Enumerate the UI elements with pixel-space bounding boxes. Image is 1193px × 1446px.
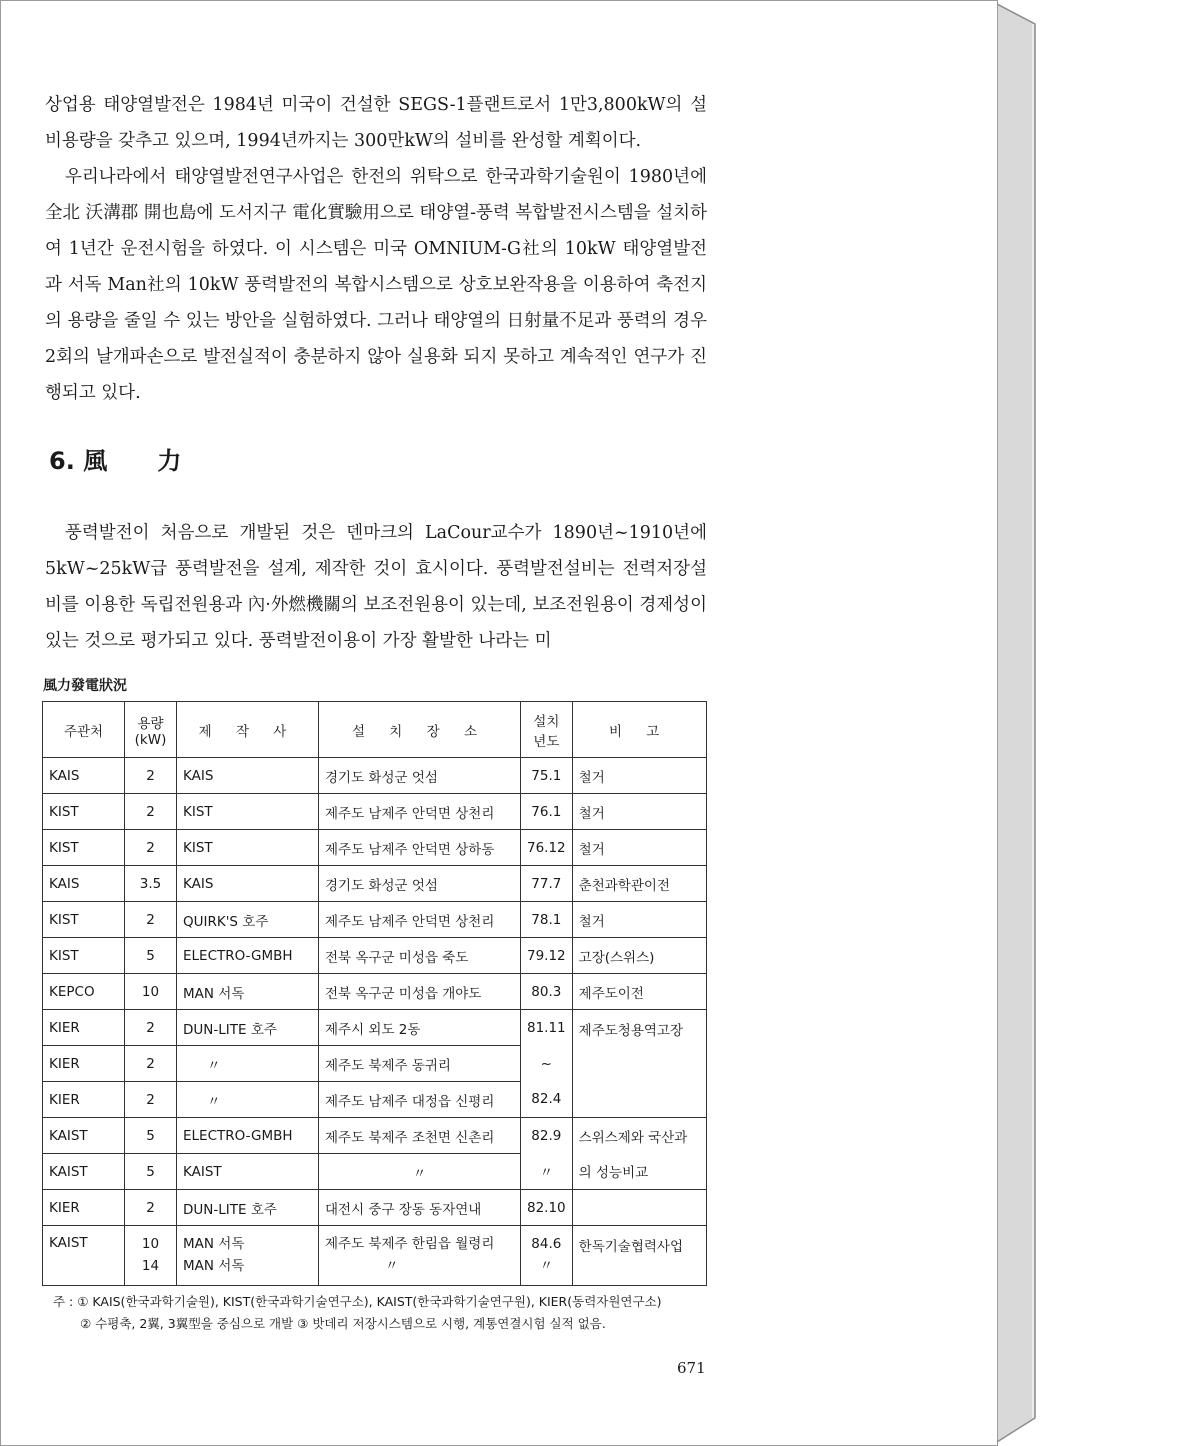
- cell-capacity: 2: [125, 1010, 177, 1046]
- cell-maker: KIST: [177, 794, 319, 830]
- cell-capacity: 3.5: [125, 866, 177, 902]
- cell-maker: MAN 서독: [177, 974, 319, 1010]
- cell-capacity: 2: [125, 830, 177, 866]
- cell-capacity: 2: [125, 902, 177, 938]
- header-install-year: 설치 년도: [521, 702, 573, 758]
- cell-maker: KAIS: [177, 758, 319, 794]
- page-number: 671: [677, 1359, 706, 1377]
- cell-capacity: 2: [125, 758, 177, 794]
- cell-year: 82.10: [521, 1190, 573, 1226]
- cell-maker: KIST: [177, 830, 319, 866]
- table-row: [43, 1154, 707, 1190]
- cell-maker: ELECTRO-GMBH: [177, 1118, 319, 1154]
- table-row: [43, 1190, 707, 1226]
- cell-note: [572, 1190, 706, 1226]
- cell-org: KIST: [43, 938, 125, 974]
- paragraph-korea-research: 우리나라에서 태양열발전연구사업은 한전의 위탁으로 한국과학기술원이 1980년에 全北 沃溝郡 開也島에 도서지구 電化實驗用으로 태양열-풍력 복합발전시스템을 설치하여 1년간 운전시험을 하였다. 이 시스템은 미국 OMNIUM-G社의 10kW 태양열발전과 서독 Man社의 10kW 풍력발전의 복합시스템으로 상호보완작용을 이용하여 축전지의 용량을 줄일 수 있는 방안을 실험하였다. 그러나 태양열의 日射量不足과 풍력의 경우 2회의 날개파손으로 발전실적이 충분하지 않아 실용화 되지 못하고 계속적인 연구가 진행되고 있다.: [45, 167, 707, 403]
- cell-year: 78.1: [521, 902, 573, 938]
- cell-capacity: 2: [125, 1082, 177, 1118]
- cell-location: 제주도 남제주 안덕면 상천리: [319, 794, 521, 830]
- cell-capacity: 5: [125, 1118, 177, 1154]
- cell-capacity: 5: [125, 1154, 177, 1190]
- cell-maker: KAIS: [177, 866, 319, 902]
- cell-note: 스위스제와 국산과: [572, 1118, 706, 1154]
- cell-year: 84.6 〃: [521, 1226, 573, 1286]
- cell-maker: DUN-LITE 호주: [177, 1010, 319, 1046]
- cell-location: 전북 옥구군 미성읍 죽도: [319, 938, 521, 974]
- cell-note: 한독기술협력사업: [572, 1226, 706, 1286]
- cell-note: 제주도청용역고장: [572, 1010, 706, 1118]
- table-row: [43, 974, 707, 1010]
- cell-capacity: 5: [125, 938, 177, 974]
- cell-location: 대전시 중구 장동 동자연내: [319, 1190, 521, 1226]
- cell-org: KIST: [43, 902, 125, 938]
- cell-year: 80.3: [521, 974, 573, 1010]
- cell-year: 75.1: [521, 758, 573, 794]
- cell-year: 82.9: [521, 1118, 573, 1154]
- footnote-line-2: ② 수평축, 2翼, 3翼型을 중심으로 개발 ③ 밧데리 저장시스템으로 시행, 계통연결시험 실적 없음.: [80, 1316, 606, 1331]
- paragraph-wind-history: 풍력발전이 처음으로 개발된 것은 덴마크의 LaCour교수가 1890년~1910년에 5kW~25kW급 풍력발전을 설계, 제작한 것이 효시이다. 풍력발전설비는 전력저장설비를 이용한 독립전원용과 內·外燃機關의 보조전원용이 있는데, 보조전원용이 경제성이 있는 것으로 평가되고 있다. 풍력발전이용이 가장 활발한 나라는 미: [45, 523, 707, 651]
- cell-org: KAIST: [43, 1118, 125, 1154]
- cell-location: 〃: [319, 1154, 521, 1190]
- cell-org: KEPCO: [43, 974, 125, 1010]
- cell-note: 철거: [572, 830, 706, 866]
- cell-year: 79.12: [521, 938, 573, 974]
- table-row: [43, 866, 707, 902]
- cell-capacity: 2: [125, 1046, 177, 1082]
- table-caption: 風力發電狀況: [43, 678, 127, 694]
- table-row: [43, 938, 707, 974]
- cell-maker: QUIRK'S 호주: [177, 902, 319, 938]
- cell-location: 경기도 화성군 엇섬: [319, 866, 521, 902]
- table-row: [43, 1118, 707, 1154]
- cell-year: 81.11: [521, 1010, 573, 1046]
- cell-year: 〃: [521, 1154, 573, 1190]
- cell-year: 77.7: [521, 866, 573, 902]
- cell-org: KIST: [43, 830, 125, 866]
- table-row: [43, 902, 707, 938]
- header-manufacturer: 제 작 사: [177, 702, 319, 758]
- cell-location: 제주도 남제주 안덕면 상천리: [319, 902, 521, 938]
- table-row: [43, 758, 707, 794]
- header-location: 설 치 장 소: [319, 702, 521, 758]
- cell-location: 제주시 외도 2동: [319, 1010, 521, 1046]
- cell-capacity: 2: [125, 794, 177, 830]
- section-heading-wind-power: 6. 風 力: [49, 447, 182, 475]
- cell-org: KIER: [43, 1082, 125, 1118]
- table-footnotes: [53, 1291, 662, 1335]
- header-remarks: 비 고: [572, 702, 706, 758]
- cell-capacity: 10: [125, 974, 177, 1010]
- cell-org: KAIST: [43, 1226, 125, 1286]
- cell-org: KAIS: [43, 866, 125, 902]
- cell-year: 76.12: [521, 830, 573, 866]
- book-edge-shadow: [997, 0, 1037, 1446]
- cell-note: 의 성능비교: [572, 1154, 706, 1190]
- cell-org: KAIS: [43, 758, 125, 794]
- cell-location: 제주도 북제주 한림읍 월령리 〃: [319, 1226, 521, 1286]
- table-row: [43, 1010, 707, 1046]
- cell-org: KIST: [43, 794, 125, 830]
- cell-location: 제주도 남제주 안덕면 상하동: [319, 830, 521, 866]
- cell-location: 전북 옥구군 미성읍 개야도: [319, 974, 521, 1010]
- cell-maker: 〃: [177, 1082, 319, 1118]
- cell-org: KIER: [43, 1010, 125, 1046]
- wind-power-status-table: [42, 701, 707, 1286]
- paragraph-solar-thermal-intro: 상업용 태양열발전은 1984년 미국이 건설한 SEGS-1플랜트로서 1만3,800kW의 설비용량을 갖추고 있으며, 1994년까지는 300만kW의 설비를 완성할 계획이다.: [45, 95, 707, 151]
- cell-maker: ELECTRO-GMBH: [177, 938, 319, 974]
- cell-note: 춘천과학관이전: [572, 866, 706, 902]
- cell-org: KAIST: [43, 1154, 125, 1190]
- cell-maker: DUN-LITE 호주: [177, 1190, 319, 1226]
- table-row: [43, 794, 707, 830]
- cell-note: 제주도이전: [572, 974, 706, 1010]
- header-organization: 주관처: [43, 702, 125, 758]
- cell-note: 고장(스위스): [572, 938, 706, 974]
- cell-year: ~: [521, 1046, 573, 1082]
- cell-location: 제주도 북제주 조천면 신촌리: [319, 1118, 521, 1154]
- cell-note: 철거: [572, 758, 706, 794]
- cell-capacity: 10 14: [125, 1226, 177, 1286]
- cell-maker: MAN 서독 MAN 서독: [177, 1226, 319, 1286]
- cell-note: 철거: [572, 794, 706, 830]
- footnote-line-1: 주 : ① KAIS(한국과학기술원), KIST(한국과학기술연구소), KAIST(한국과학기술연구원), KIER(동력자원연구소): [53, 1294, 662, 1309]
- cell-note: 철거: [572, 902, 706, 938]
- cell-location: 제주도 남제주 대정읍 신평리: [319, 1082, 521, 1118]
- cell-org: KIER: [43, 1190, 125, 1226]
- table-row: [43, 830, 707, 866]
- cell-org: KIER: [43, 1046, 125, 1082]
- cell-location: 제주도 북제주 동귀리: [319, 1046, 521, 1082]
- header-capacity: 용량 (kW): [125, 702, 177, 758]
- cell-year: 82.4: [521, 1082, 573, 1118]
- table-header-row: [43, 702, 707, 758]
- cell-maker: 〃: [177, 1046, 319, 1082]
- cell-maker: KAIST: [177, 1154, 319, 1190]
- cell-capacity: 2: [125, 1190, 177, 1226]
- table-row: [43, 1226, 707, 1286]
- cell-year: 76.1: [521, 794, 573, 830]
- cell-location: 경기도 화성군 엇섬: [319, 758, 521, 794]
